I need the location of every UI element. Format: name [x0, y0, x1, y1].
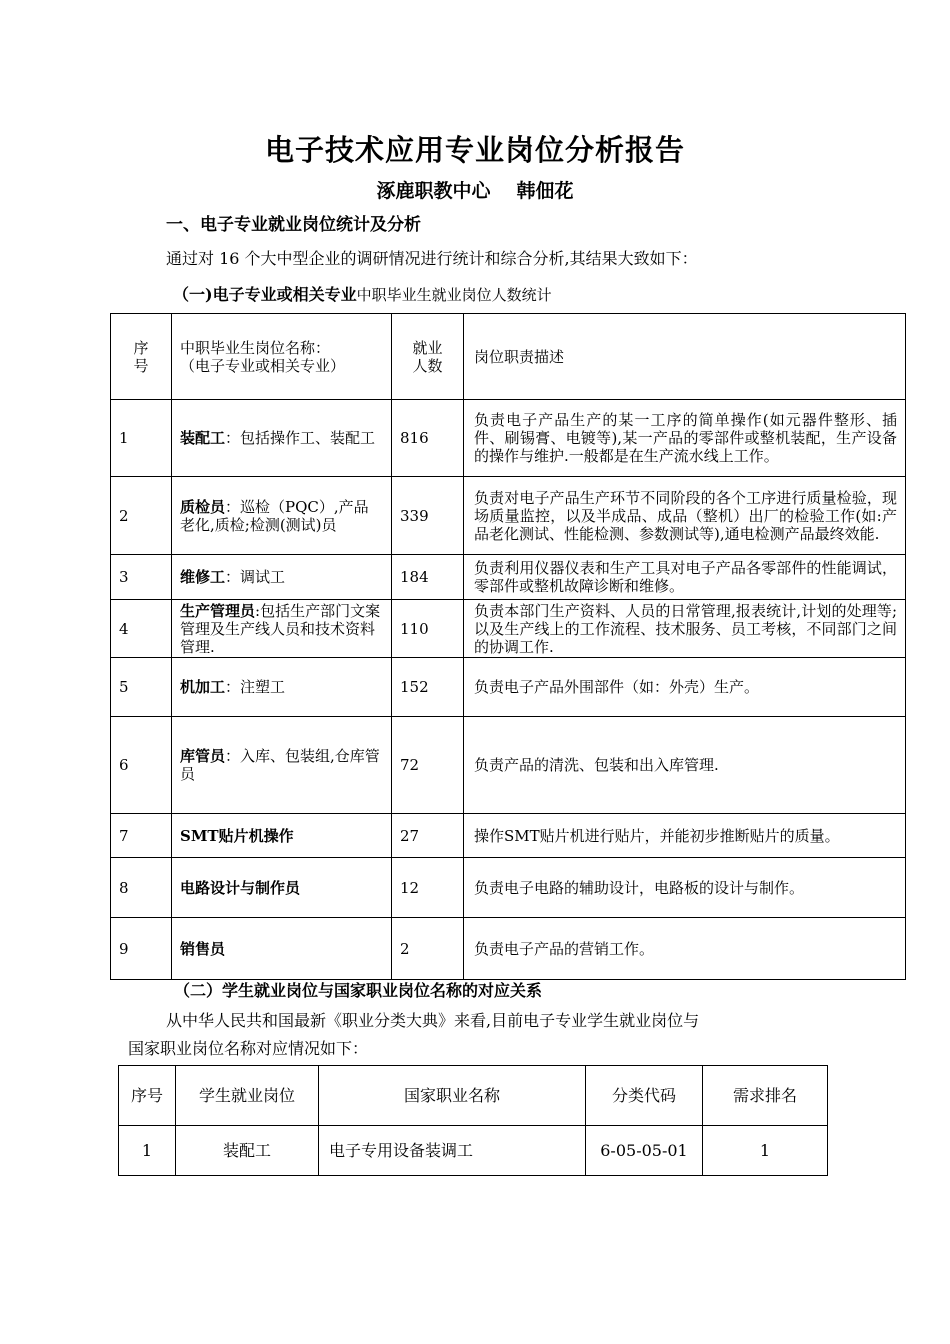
author-org: 涿鹿职教中心: [376, 180, 491, 202]
header-code: 分类代码: [586, 1066, 703, 1126]
table-row: [111, 400, 906, 477]
table-row: [111, 555, 906, 600]
table-row: [111, 814, 906, 858]
row-position-detail: ：入库、包装组,仓库管员: [180, 747, 380, 783]
row-national-name: 电子专用设备装调工: [319, 1126, 586, 1176]
row-position-name: 销售员: [180, 939, 226, 958]
row-count: 110: [392, 600, 464, 658]
table-row: [111, 477, 906, 555]
header-seq: [111, 314, 172, 400]
row-position: [172, 555, 392, 600]
row-position-name: 电路设计与制作员: [180, 878, 301, 897]
row-position-name: SMT贴片机操作: [180, 826, 294, 845]
row-count: 27: [392, 814, 464, 858]
row-description: 操作SMT贴片机进行贴片，并能初步推断贴片的质量。: [464, 814, 906, 858]
row-description: 负责本部门生产资料、人员的日常管理,报表统计,计划的处理等;以及生产线上的工作流程、技术服务、员工考核，不同部门之间的协调工作.: [464, 600, 906, 658]
row-count: 339: [392, 477, 464, 555]
row-position: [172, 477, 392, 555]
section1-intro: 通过对 16 个大中型企业的调研情况进行统计和综合分析,其结果大致如下：: [166, 249, 698, 268]
row-description: 负责对电子产品生产环节不同阶段的各个工序进行质量检验，现场质量监控，以及半成品、成品（整机）出厂的检验工作(如:产品老化测试、性能检测、参数测试等),通电检测产品最终效能.: [464, 477, 906, 555]
row-position: [172, 858, 392, 918]
header-position: [172, 314, 392, 400]
row-position-name: 机加工: [180, 678, 226, 696]
row-position: [172, 814, 392, 858]
row-description: 负责电子产品外围部件（如：外壳）生产。: [464, 658, 906, 717]
row-seq: 6: [111, 717, 172, 814]
table-header-row: [119, 1066, 828, 1126]
row-description: 负责电子产品的营销工作。: [464, 918, 906, 980]
row-count: 152: [392, 658, 464, 717]
row-position-detail: ：包括操作工、装配工: [225, 429, 376, 447]
header-student-position: 学生就业岗位: [176, 1066, 319, 1126]
header-rank: 需求排名: [703, 1066, 828, 1126]
row-count: 184: [392, 555, 464, 600]
row-seq: 3: [111, 555, 172, 600]
row-position-name: 装配工: [180, 429, 226, 447]
header-position-line1: 中职毕业生岗位名称：: [180, 338, 331, 357]
position-stats-table: [110, 313, 906, 980]
sub2-heading: （二）学生就业岗位与国家职业岗位名称的对应关系: [174, 981, 543, 1000]
sub1-heading: [173, 282, 552, 305]
row-student-position: 装配工: [176, 1126, 319, 1176]
table-row: [111, 600, 906, 658]
row-rank: 1: [703, 1126, 828, 1176]
row-position-name: 维修工: [180, 568, 226, 586]
sub2-para-line1: 从中华人民共和国最新《职业分类大典》来看,目前电子专业学生就业岗位与: [166, 1011, 700, 1030]
row-position-name: 生产管理员: [180, 601, 256, 620]
header-position-line2: （电子专业或相关专业）: [180, 356, 346, 375]
row-count: 12: [392, 858, 464, 918]
table-row: [111, 717, 906, 814]
header-seq: 序号: [119, 1066, 176, 1126]
header-count-text: 就业人数: [412, 338, 443, 375]
document-title: 电子技术应用专业岗位分析报告: [264, 133, 685, 167]
row-seq: 5: [111, 658, 172, 717]
row-position: [172, 600, 392, 658]
table-row: [119, 1126, 828, 1176]
sub2-para-line2: 国家职业岗位名称对应情况如下：: [128, 1039, 369, 1058]
table-header-row: [111, 314, 906, 400]
occupation-mapping-table: [118, 1065, 828, 1176]
row-position: [172, 658, 392, 717]
row-description: 负责产品的清洗、包装和出入库管理.: [464, 717, 906, 814]
section1-heading: 一、电子专业就业岗位统计及分析: [166, 215, 421, 235]
header-description: 岗位职责描述: [464, 314, 906, 400]
row-position-detail: :包括生产部门文案管理及生产线人员和技术资料管理.: [180, 601, 381, 656]
row-position: [172, 400, 392, 477]
sub1-heading-bold: （一)电子专业或相关专业: [173, 285, 357, 304]
author-line: [0, 176, 950, 203]
row-position-name: 库管员: [180, 747, 226, 765]
row-count: 2: [392, 918, 464, 980]
header-count: [392, 314, 464, 400]
row-seq: 1: [119, 1126, 176, 1176]
row-count: 72: [392, 717, 464, 814]
table-row: [111, 658, 906, 717]
row-seq: 7: [111, 814, 172, 858]
row-description: 负责利用仪器仪表和生产工具对电子产品各零部件的性能调试，零部件或整机故障诊断和维修。: [464, 555, 906, 600]
row-description: 负责电子产品生产的某一工序的简单操作(如元器件整形、插件、刷锡膏、电镀等),某一产品的零部件或整机装配，生产设备的操作与维护.一般都是在生产流水线上工作。: [464, 400, 906, 477]
row-seq: 2: [111, 477, 172, 555]
author-name: 韩佃花: [516, 180, 574, 202]
row-count: 816: [392, 400, 464, 477]
header-seq-text: 序号: [133, 338, 149, 375]
row-seq: 4: [111, 600, 172, 658]
row-seq: 1: [111, 400, 172, 477]
table-row: [111, 918, 906, 980]
row-seq: 8: [111, 858, 172, 918]
row-code: 6-05-05-01: [586, 1126, 703, 1176]
sub1-heading-normal: 中职毕业生就业岗位人数统计: [356, 286, 552, 304]
row-description: 负责电子电路的辅助设计，电路板的设计与制作。: [464, 858, 906, 918]
row-seq: 9: [111, 918, 172, 980]
row-position-detail: ：注塑工: [225, 678, 286, 696]
row-position-name: 质检员: [180, 497, 226, 516]
row-position-detail: ：巡检（PQC）,产品老化,质检;检测(测试)员: [180, 497, 369, 534]
row-position: [172, 918, 392, 980]
row-position: [172, 717, 392, 814]
table-row: [111, 858, 906, 918]
row-position-detail: ：调试工: [225, 568, 286, 586]
header-national-name: 国家职业名称: [319, 1066, 586, 1126]
